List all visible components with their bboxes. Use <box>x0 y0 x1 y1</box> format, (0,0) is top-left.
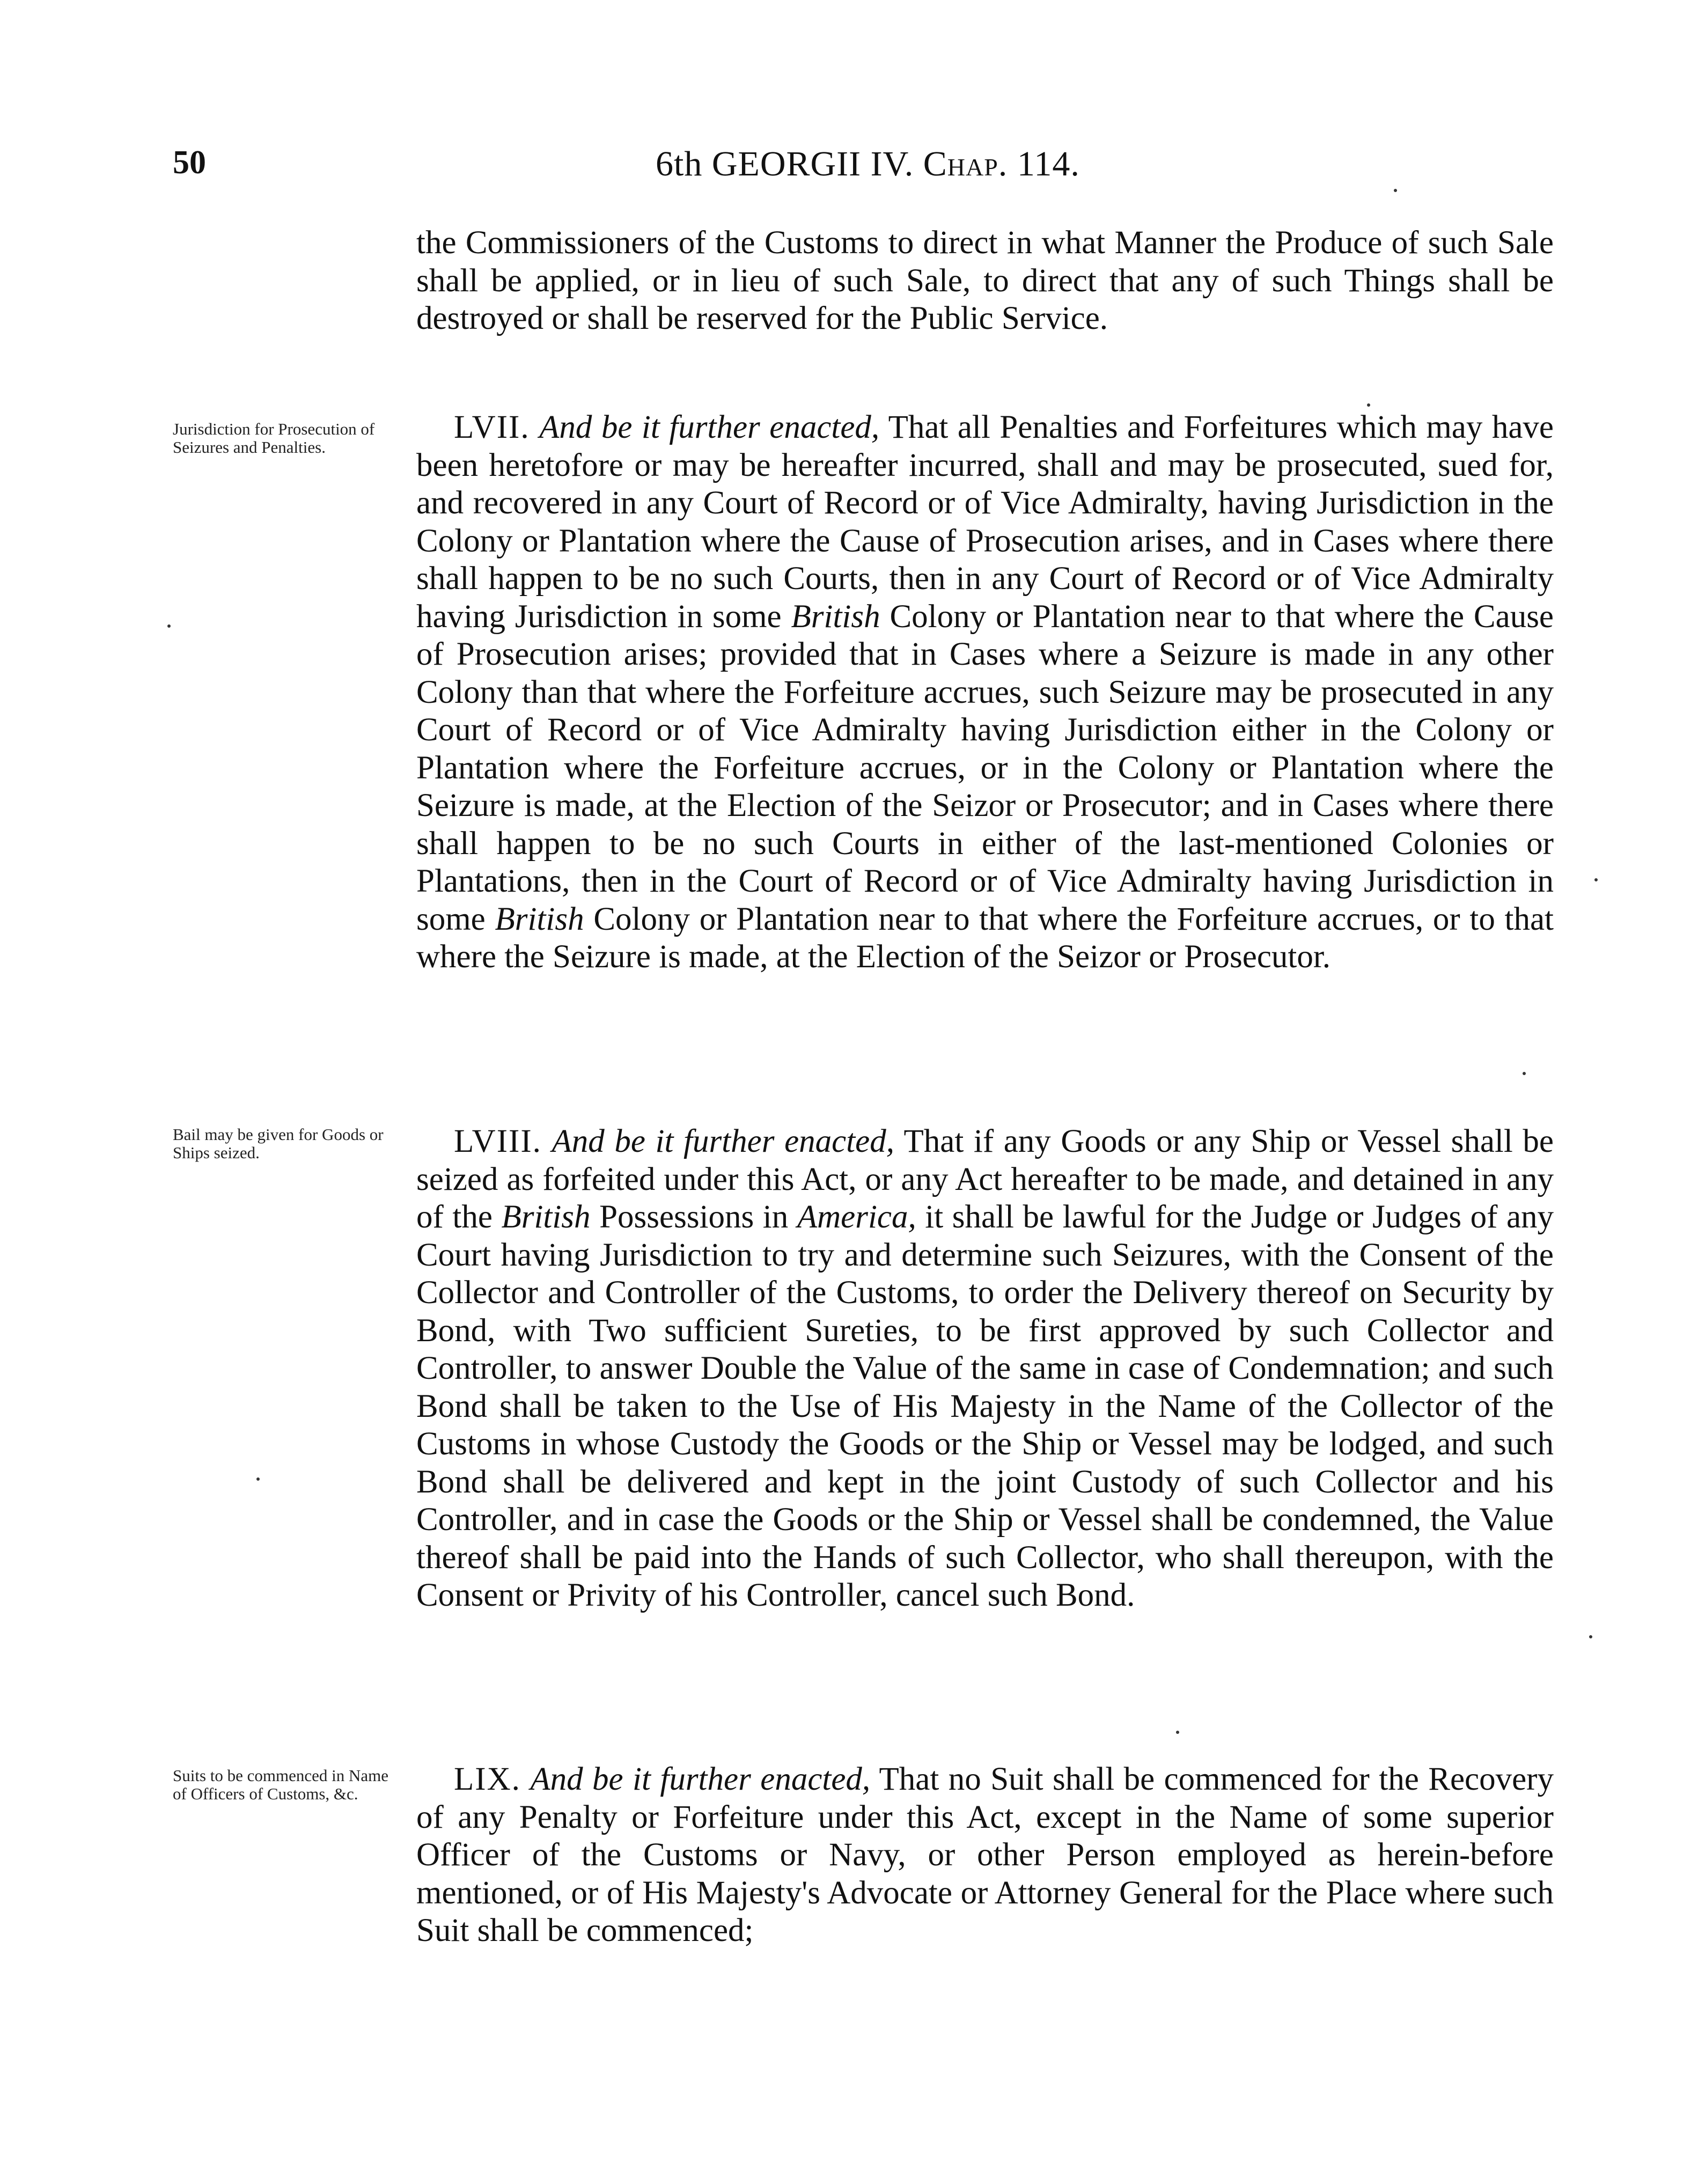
enacting-words: And be it further enacted, <box>539 409 880 445</box>
marginal-note-lviii: Bail may be given for Goods or Ships seized. <box>173 1125 384 1162</box>
running-head-chap-number: 114. <box>1017 144 1080 183</box>
section-text: That if any Goods or any Ship or Vessel shall be seized as forfeited under this Act, or any Act hereafter to be made, and detained in any of the <box>416 1123 1554 1235</box>
marginal-note-lvii: Jurisdiction for Prosecution of Seizures and Penalties. <box>173 420 375 457</box>
running-head <box>656 144 1080 185</box>
print-speck <box>1176 1731 1179 1734</box>
print-speck <box>1589 1635 1592 1638</box>
section-number: LVII. <box>454 409 530 445</box>
section-text: Colony or Plantation near to that where the Cause of Prosecution arises; provided that in Cases where a Seizure is made in any other Colony than that where the Forfeiture accrues, such Seizure may be prosecuted in any Court of Record or of Vice Admiralty having Jurisdiction either in the Colony or Plantation where the Forfeiture accrues, or in the Colony or Plantation where the Seizure is made, at the Election of the Seizor or Prosecutor; and in Cases where there shall happen to be no such Courts in either of the last-mentioned Colonies or Plantations, then in the Court of Record or of Vice Admiralty having Jurisdiction in some <box>416 598 1554 937</box>
section-text: Possessions in <box>599 1199 789 1235</box>
page-header <box>0 144 1698 192</box>
running-head-prefix: 6th GEORGII IV. <box>656 144 914 183</box>
section-text: That no Suit shall be commenced for the Recovery of any Penalty or Forfeiture under this Act, except in the Name of some superior Officer of the Customs or Navy, or other Person employed as herein-before mentioned, or of His Majesty's Advocate or Attorney General for the Place where such Suit shall be commenced; <box>416 1761 1554 1948</box>
print-speck <box>167 624 171 628</box>
section-number: LVIII. <box>454 1123 542 1159</box>
enacting-words: And be it further enacted, <box>530 1761 871 1797</box>
print-speck <box>1394 189 1397 192</box>
print-speck <box>1594 878 1598 881</box>
section-lvii <box>416 409 1554 976</box>
section-lix <box>416 1761 1554 1950</box>
italic-term: British <box>501 1199 591 1235</box>
italic-term: British <box>495 901 584 937</box>
marginal-note-lix: Suits to be commenced in Name of Officers of Customs, &c. <box>173 1766 389 1803</box>
section-text: Colony or Plantation near to that where the Forfeiture accrues, or to that where the Seizure is made, at the Election of the Seizor or Prosecutor. <box>416 901 1554 975</box>
running-head-chap: Chap. <box>923 144 1008 183</box>
continued-paragraph: the Commissioners of the Customs to direct in what Manner the Produce of such Sale shall be applied, or in lieu of such Sale, to direct that any of such Things shall be destroyed or shall be reserved for the Public Service. <box>416 225 1554 336</box>
print-speck <box>1367 403 1370 407</box>
enacting-words: And be it further enacted, <box>552 1123 894 1159</box>
italic-term: British <box>791 598 880 635</box>
print-speck <box>1523 1072 1526 1075</box>
section-number: LIX. <box>454 1761 521 1797</box>
section-lviii <box>416 1123 1554 1615</box>
print-speck <box>256 1477 260 1481</box>
italic-term: America, <box>797 1199 916 1235</box>
section-text: it shall be lawful for the Judge or Judges of any Court having Jurisdiction to try and determine such Seizures, with the Consent of the Collector and Controller of the Customs, to order the Delivery thereof on Security by Bond, with Two sufficient Sureties, to be first approved by such Collector and Controller, to answer Double the Value of the same in case of Condemnation; and such Bond shall be taken to the Use of His Majesty in the Name of the Collector of the Customs in whose Custody the Goods or the Ship or Vessel may be lodged, and such Bond shall be delivered and kept in the joint Custody of such Collector and his Controller, and in case the Goods or the Ship or Vessel shall be condemned, the Value thereof shall be paid into the Hands of such Collector, who shall thereupon, with the Consent or Privity of his Controller, cancel such Bond. <box>416 1199 1554 1613</box>
section-text: That all Penalties and Forfeitures which may have been heretofore or may be hereafter incurred, shall and may be prosecuted, sued for, and recovered in any Court of Record or of Vice Admiralty, having Jurisdiction in the Colony or Plantation where the Cause of Prosecution arises, and in Cases where there shall happen to be no such Courts, then in any Court of Record or of Vice Admiralty having Jurisdiction in some <box>416 409 1554 635</box>
page-number: 50 <box>173 144 206 181</box>
